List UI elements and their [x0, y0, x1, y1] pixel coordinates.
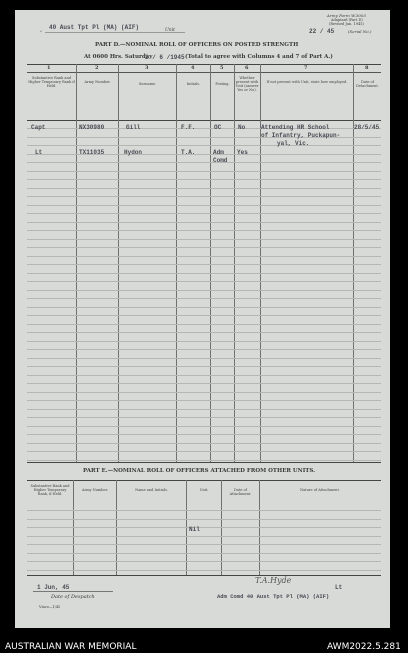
- col-header-employed: If not present with Unit, state how employed.: [266, 80, 348, 84]
- col-header-surname: Surname.: [138, 82, 157, 86]
- part-d-date: 2 / 6 /1945: [145, 54, 185, 61]
- row2-surname: Hydon: [124, 149, 143, 156]
- col-num-5: 5: [220, 65, 224, 71]
- e-header-name: Name and Initials.: [135, 488, 168, 492]
- ruled-line: [27, 451, 381, 452]
- row1-initials: F.F.: [181, 124, 196, 131]
- despatch-date: 1 Jun, 45: [37, 584, 70, 591]
- ruled-line: [27, 366, 381, 367]
- part-e-table: [27, 480, 381, 575]
- ruled-line: [27, 510, 381, 511]
- part-d-table: [27, 64, 381, 462]
- col-num-2: 2: [95, 65, 99, 71]
- ruled-line: [27, 544, 381, 545]
- ruled-line: [27, 179, 381, 180]
- ruled-line: [27, 196, 381, 197]
- row1-army-number: NX30980: [79, 124, 105, 131]
- ruled-line: [27, 298, 381, 299]
- part-e-nil: Nil: [189, 526, 200, 533]
- row2-army-number: TX11035: [79, 149, 105, 156]
- part-d-note: (Total to agree with Columns 4 and 7 of Part A.): [185, 54, 333, 60]
- ruled-line: [27, 230, 381, 231]
- col-num-6: 6: [245, 65, 249, 71]
- form-revision: (Revised Jun. 1945): [329, 22, 364, 26]
- ruled-line: [27, 171, 381, 172]
- row1-employed-line3: yal, Vic.: [277, 140, 310, 147]
- ruled-line: [27, 290, 381, 291]
- ruled-line: [27, 315, 381, 316]
- form-title: Army Form W.3003: [327, 13, 366, 18]
- col-num-3: 3: [145, 65, 149, 71]
- e-header-number: Army Number.: [82, 488, 108, 492]
- ruled-line: [27, 460, 381, 461]
- ruled-line: [27, 426, 381, 427]
- ruled-line: [27, 527, 381, 528]
- signatory-rank: Lt: [335, 584, 343, 591]
- signature-block: Adm Comd 40 Aust Tpt Pl (MA) (AIF): [217, 593, 330, 600]
- ruled-line: [27, 256, 381, 257]
- col-num-7: 7: [304, 65, 308, 71]
- ruled-line: [27, 536, 381, 537]
- part-e-title: PART E.—NOMINAL ROLL OF OFFICERS ATTACHED FROM OTHER UNITS.: [83, 468, 316, 474]
- ruled-line: [27, 570, 381, 571]
- ruled-line: [27, 375, 381, 376]
- col-header-number: Army Number.: [84, 80, 111, 84]
- ruled-line: [27, 332, 381, 333]
- form-subtitle: Adaptard (Part D): [331, 18, 363, 22]
- tick-mark: ‘: [40, 30, 42, 37]
- row1-date: 28/5/45: [354, 124, 380, 131]
- ruled-line: [27, 213, 381, 214]
- institution-name: AUSTRALIAN WAR MEMORIAL: [5, 642, 137, 652]
- ruled-line: [27, 392, 381, 393]
- ruled-line: [27, 205, 381, 206]
- ruled-line: [27, 409, 381, 410]
- ruled-line: [27, 188, 381, 189]
- ruled-line: [27, 145, 381, 146]
- row2-initials: T.A.: [181, 149, 196, 156]
- row2-posting-line1: Adm: [213, 149, 224, 156]
- ruled-line: [27, 553, 381, 554]
- signature: T.A.Hyde: [255, 576, 292, 585]
- e-header-nature: Nature of Attachment.: [300, 488, 340, 492]
- ruled-line: [27, 561, 381, 562]
- ruled-line: [27, 239, 381, 240]
- ruled-line: [27, 358, 381, 359]
- ruled-line: [27, 519, 381, 520]
- part-d-title: PART D.—NOMINAL ROLL OF OFFICERS ON POSTED STRENGTH: [95, 42, 299, 48]
- archive-footer: [0, 630, 408, 653]
- col-header-date: Date of Detachment.: [356, 80, 379, 88]
- serial-number: 22 / 45: [309, 28, 335, 35]
- ruled-line: [27, 434, 381, 435]
- serial-label: (Serial No.): [348, 29, 372, 34]
- col-header-present: Whether present with Unit (answer Yes or No).: [235, 76, 259, 92]
- despatch-label: Date of Despatch: [51, 594, 95, 600]
- ruled-line: [27, 281, 381, 282]
- row1-rank: Capt: [31, 124, 46, 131]
- row1-employed-line1: Attending HR School: [261, 124, 330, 131]
- ruled-line: [27, 341, 381, 342]
- printer-note: Vinco—1/45: [39, 605, 61, 609]
- ruled-line: [27, 417, 381, 418]
- ruled-line: [27, 162, 381, 163]
- document-page: [15, 10, 390, 628]
- row2-posting-line2: Comd: [213, 157, 228, 164]
- ruled-line: [27, 324, 381, 325]
- row1-posting: OC: [214, 124, 222, 131]
- part-d-at-line: At 0600 Hrs. Saturday: [84, 54, 153, 60]
- e-header-unit: Unit.: [199, 488, 209, 492]
- col-num-8: 8: [365, 65, 369, 71]
- ruled-line: [27, 383, 381, 384]
- row1-surname: Gill: [126, 124, 141, 131]
- ruled-line: [27, 307, 381, 308]
- ruled-line: [27, 222, 381, 223]
- col-header-posting: Posting.: [215, 82, 230, 86]
- ruled-line: [27, 247, 381, 248]
- ruled-line: [27, 443, 381, 444]
- row1-present: No: [238, 124, 246, 131]
- ruled-line: [27, 273, 381, 274]
- ruled-line: [27, 400, 381, 401]
- ruled-line: [27, 264, 381, 265]
- col-num-4: 4: [191, 65, 195, 71]
- archive-reference: AWM2022.5.281: [327, 642, 401, 652]
- row2-rank: Lt: [35, 149, 43, 156]
- unit-label: Unit: [165, 28, 175, 33]
- e-header-date: Date of Attachment.: [229, 488, 252, 496]
- ruled-line: [27, 349, 381, 350]
- e-header-rank: Substantive Rank and Higher Temporary Rank, if Held.: [30, 484, 70, 496]
- unit-name: 40 Aust Tpt Pl (MA) (AIF): [49, 24, 140, 31]
- col-header-rank: Substantive Rank and Higher Temporary Rank if Held.: [28, 76, 75, 88]
- row2-present: Yes: [237, 149, 248, 156]
- col-header-initials: Initials.: [186, 82, 201, 86]
- col-num-1: 1: [47, 65, 51, 71]
- row1-employed-line2: of Infantry, Puckapun-: [261, 132, 341, 139]
